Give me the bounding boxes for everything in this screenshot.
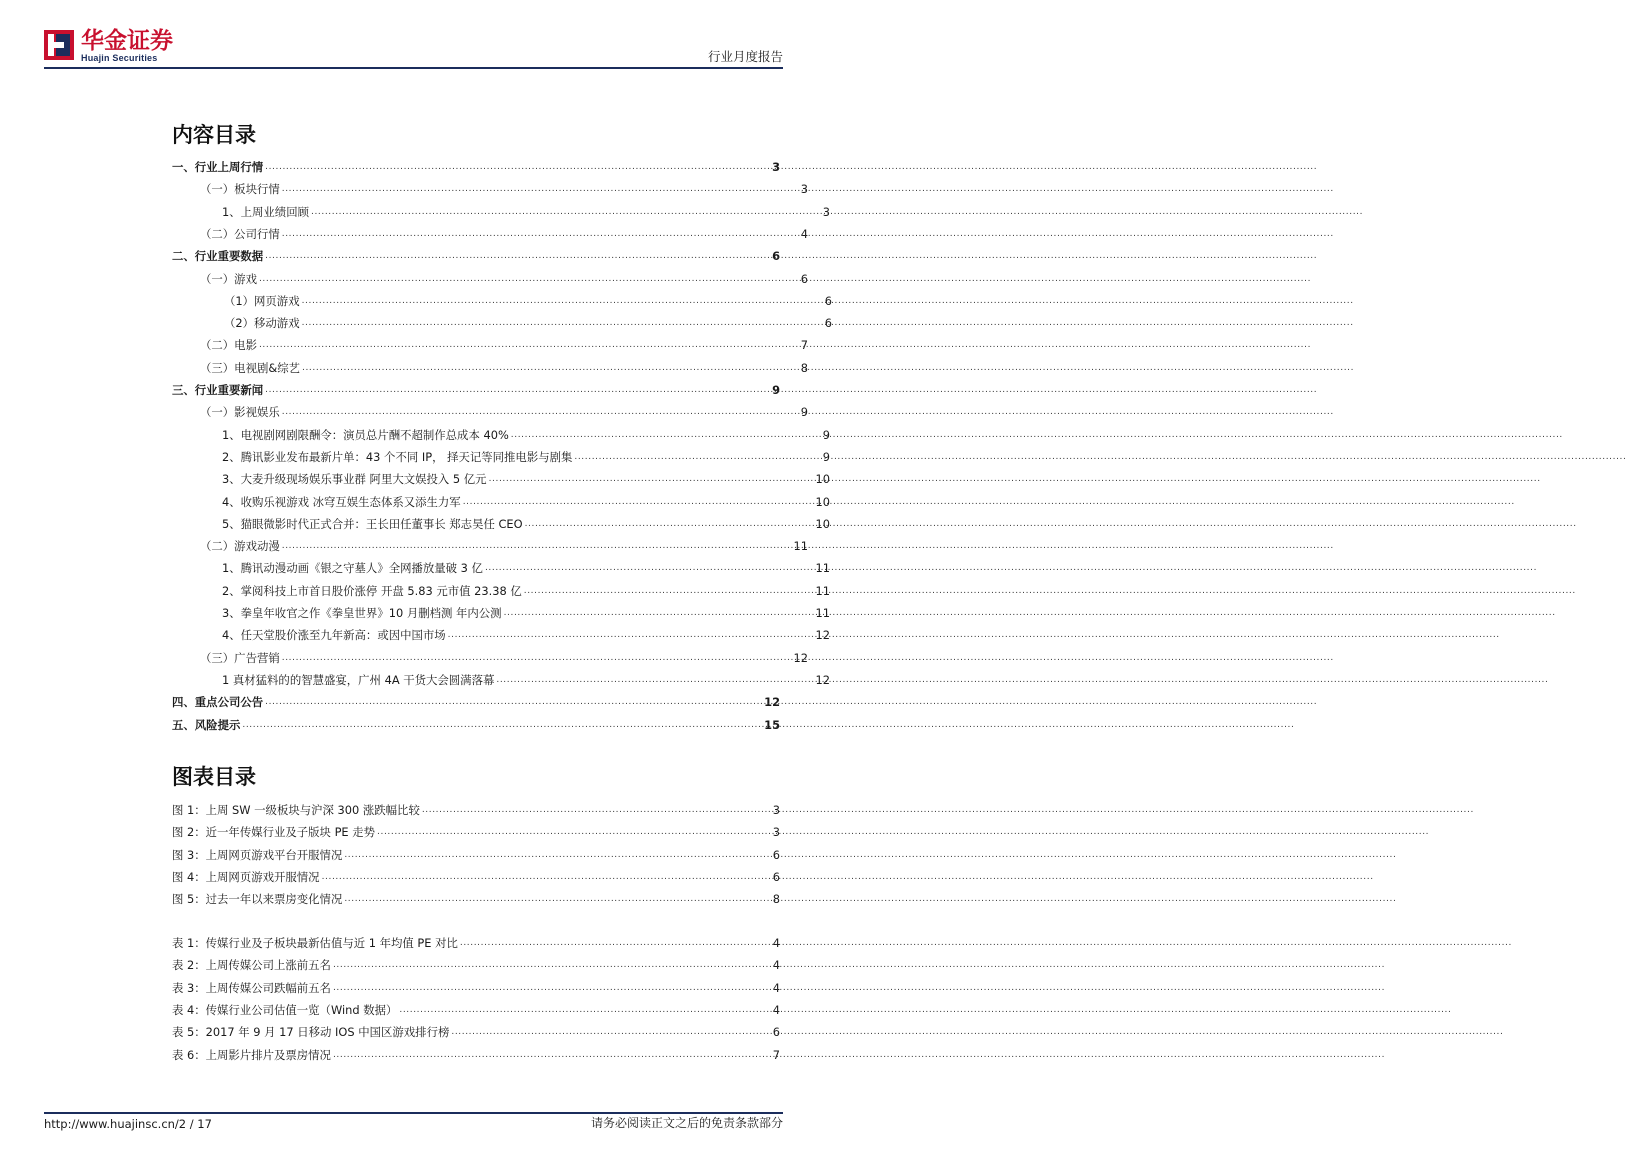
toc-entry-page-number: 11	[815, 606, 830, 620]
chart-entry-page-number: 6	[772, 869, 780, 884]
dot-leader	[259, 272, 799, 286]
toc-entry-page-number: 9	[822, 449, 830, 464]
dot-leader	[422, 803, 771, 817]
toc-entry-page-number: 9	[822, 427, 830, 442]
dot-leader	[265, 160, 770, 174]
toc-entry-page-number: 6	[800, 271, 808, 286]
dot-leader	[282, 182, 799, 196]
dot-leader	[311, 205, 821, 219]
toc-entry[interactable]	[172, 693, 780, 709]
toc-entry-label: （二）游戏动漫	[200, 539, 280, 554]
dot-leader	[282, 227, 799, 241]
toc-entry-page-number: 12	[793, 650, 808, 665]
toc-entry[interactable]	[172, 381, 780, 397]
toc-entry-label: （二）电影	[200, 338, 257, 353]
footer-disclaimer: 请务必阅读正文之后的免责条款部分	[590, 1116, 783, 1130]
toc-entry-label: （三）广告营销	[200, 650, 280, 665]
toc-entry-label: （二）公司行情	[200, 226, 280, 241]
table-entry-label: 表 6：上周影片排片及票房情况	[172, 1047, 331, 1062]
toc-entry-label: （一）游戏	[200, 271, 257, 286]
toc-entry-label: 4、收购乐视游戏 冰穹互娱生态体系又添生力军	[222, 494, 461, 509]
table-entry-page-number: 6	[772, 1025, 780, 1040]
chart-entry-label: 图 3：上周网页游戏平台开服情况	[172, 847, 343, 862]
dot-leader	[574, 450, 820, 464]
brand-name-en: Huajin Securities	[81, 53, 158, 63]
toc-entry-page-number: 15	[764, 717, 780, 732]
toc-entry-page-number: 10	[815, 494, 830, 509]
toc-entry-page-number: 3	[822, 204, 830, 219]
chart-entry[interactable]	[172, 890, 780, 906]
dot-leader	[265, 383, 770, 397]
chart-entry[interactable]	[172, 868, 780, 884]
table-entry-label: 表 5：2017 年 9 月 17 日移动 IOS 中国区游戏排行榜	[172, 1025, 450, 1040]
chart-entry-label: 图 4：上周网页游戏开服情况	[172, 869, 320, 884]
toc-entry[interactable]	[172, 314, 832, 330]
toc-entry[interactable]	[172, 270, 808, 286]
dot-leader	[265, 695, 762, 709]
dot-leader	[282, 539, 792, 553]
dot-leader	[302, 361, 799, 375]
chart-entry-label: 图 2：近一年传媒行业及子版块 PE 走势	[172, 825, 376, 840]
toc-entry-label: （三）电视剧&综艺	[200, 360, 301, 375]
dot-leader	[485, 561, 814, 575]
dot-leader	[511, 428, 821, 442]
toc-entry-label: 5、猫眼微影时代正式合并：王长田任董事长 郑志昊任 CEO	[222, 516, 523, 531]
toc-entry-page-number: 3	[800, 182, 808, 197]
dot-leader	[448, 628, 814, 642]
toc-entry-label: 1、电视剧网剧限酬令：演员总片酬不超制作总成本 40%	[222, 427, 509, 442]
huajin-logo-icon	[44, 30, 74, 60]
toc-entry-page-number: 6	[824, 316, 832, 331]
toc-entry-page-number: 9	[800, 405, 808, 420]
toc-entry-label: 1 真材猛料的的智慧盛宴，广州 4A 干货大会圆满落幕	[222, 672, 495, 687]
toc-entry[interactable]	[172, 225, 808, 241]
toc-entry-page-number: 9	[772, 383, 780, 397]
toc-entry-page-number: 11	[815, 583, 830, 598]
dot-leader	[282, 405, 799, 419]
table-entry-label: 表 2：上周传媒公司上涨前五名	[172, 958, 331, 973]
toc-entry[interactable]	[172, 203, 830, 219]
dot-leader	[496, 673, 813, 687]
toc-entry-page-number: 12	[815, 628, 830, 643]
table-entry-page-number: 4	[772, 958, 780, 973]
toc-entry-label: 1、腾讯动漫动画《银之守墓人》全网播放量破 3 亿	[222, 561, 483, 576]
toc-entry-page-number: 8	[800, 360, 808, 375]
table-entry[interactable]	[172, 934, 780, 950]
table-entry[interactable]	[172, 979, 780, 995]
toc-entry-page-number: 10	[815, 472, 830, 487]
dot-leader	[302, 316, 823, 330]
toc-entry-page-number: 6	[824, 293, 832, 308]
chart-entry-page-number: 6	[772, 847, 780, 862]
dot-leader	[451, 1025, 770, 1039]
report-type: 行业月度报告	[707, 49, 783, 64]
toc-entry-page-number: 7	[800, 338, 808, 353]
dot-leader	[282, 651, 792, 665]
toc-entry[interactable]	[172, 336, 808, 352]
toc-entry-label: 3、拳皇年收官之作《拳皇世界》10 月删档测 年内公测	[222, 606, 502, 620]
dot-leader	[242, 718, 762, 732]
chart-entry-label: 图 1：上周 SW 一级板块与沪深 300 涨跌幅比较	[172, 803, 420, 817]
toc-entry[interactable]	[172, 158, 780, 174]
toc-entry[interactable]	[172, 426, 830, 442]
chart-entry[interactable]	[172, 823, 780, 839]
page-header	[44, 28, 783, 68]
toc-entry-page-number: 11	[793, 539, 808, 554]
toc-entry-label: 2、腾讯影业发布最新片单：43 个不同 IP， 择天记等同推电影与剧集	[222, 449, 573, 464]
toc-entry[interactable]	[172, 582, 830, 598]
toc-entry-label: （1）网页游戏	[224, 293, 300, 308]
dot-leader	[399, 1003, 770, 1017]
toc-entry-label: 二、行业重要数据	[172, 249, 264, 264]
toc-entry-page-number: 12	[815, 672, 830, 687]
table-entry[interactable]	[172, 956, 780, 972]
chart-entry[interactable]	[172, 846, 780, 862]
toc-entry[interactable]	[172, 559, 830, 575]
toc-entry-label: 五、风险提示	[172, 717, 241, 732]
toc-entry[interactable]	[172, 180, 808, 196]
footer-url-page: http://www.huajinsc.cn/2 / 17	[44, 1117, 212, 1131]
toc-entry-label: 3、大麦升级现场娱乐事业群 阿里大文娱投入 5 亿元	[222, 472, 487, 487]
toc-entry[interactable]	[172, 649, 808, 665]
table-entry-label: 表 4：传媒行业公司估值一览（Wind 数据）	[172, 1002, 398, 1017]
dot-leader	[525, 517, 814, 531]
toc-entry-page-number: 4	[800, 226, 808, 241]
toc-title: 内容目录	[172, 123, 256, 147]
toc-entry-page-number: 10	[815, 516, 830, 531]
dot-leader	[460, 936, 771, 950]
chart-entry[interactable]	[172, 801, 780, 817]
toc-entry[interactable]	[172, 403, 808, 419]
toc-entry-label: 一、行业上周行情	[172, 160, 264, 174]
toc-entry-page-number: 3	[772, 160, 780, 174]
dot-leader	[524, 584, 814, 598]
table-entry-page-number: 4	[772, 1002, 780, 1017]
toc-entry[interactable]	[172, 359, 808, 375]
dot-leader	[322, 870, 771, 884]
dot-leader	[504, 606, 814, 620]
dot-leader	[265, 249, 770, 263]
dot-leader	[333, 1048, 771, 1062]
toc-entry[interactable]	[172, 626, 830, 642]
toc-entry-label: （一）影视娱乐	[200, 405, 280, 420]
dot-leader	[377, 825, 771, 839]
chart-entry-label: 图 5：过去一年以来票房变化情况	[172, 892, 343, 907]
dot-leader	[344, 848, 770, 862]
toc-entry-label: 三、行业重要新闻	[172, 383, 264, 397]
toc-entry[interactable]	[172, 671, 830, 687]
toc-entry-label: （一）板块行情	[200, 182, 280, 197]
dot-leader	[333, 981, 771, 995]
toc-entry-page-number: 6	[772, 249, 780, 264]
figures-title: 图表目录	[172, 765, 256, 789]
table-entry-label: 表 1：传媒行业及子板块最新估值与近 1 年均值 PE 对比	[172, 936, 458, 950]
dot-leader	[489, 472, 814, 486]
toc-entry[interactable]	[172, 448, 830, 464]
table-entry[interactable]	[172, 1046, 780, 1062]
toc-entry[interactable]	[172, 292, 832, 308]
toc-entry[interactable]	[172, 247, 780, 263]
table-entry-page-number: 4	[772, 936, 780, 950]
dot-leader	[333, 958, 771, 972]
toc-entry[interactable]	[172, 470, 830, 486]
toc-entry[interactable]	[172, 537, 808, 553]
table-entry-page-number: 7	[772, 1047, 780, 1062]
table-entry[interactable]	[172, 1001, 780, 1017]
dot-leader	[463, 495, 814, 509]
toc-entry-label: （2）移动游戏	[224, 316, 300, 331]
toc-entry-label: 四、重点公司公告	[172, 695, 264, 710]
brand-name-cn: 华金证券	[81, 28, 173, 54]
toc-entry-page-number: 12	[764, 695, 780, 710]
toc-entry[interactable]	[172, 515, 830, 531]
chart-entry-page-number: 8	[772, 892, 780, 907]
table-entry[interactable]	[172, 1023, 780, 1039]
chart-entry-page-number: 3	[772, 803, 780, 817]
table-entry-label: 表 3：上周传媒公司跌幅前五名	[172, 980, 331, 995]
toc-entry[interactable]	[172, 604, 830, 620]
toc-entry[interactable]	[172, 716, 780, 732]
dot-leader	[344, 892, 770, 906]
toc-entry-page-number: 11	[815, 561, 830, 576]
table-entry-page-number: 4	[772, 980, 780, 995]
toc-entry-label: 4、任天堂股价涨至九年新高：或因中国市场	[222, 628, 446, 643]
footer-divider	[44, 1112, 783, 1114]
toc-entry-label: 2、掌阅科技上市首日股价涨停 开盘 5.83 元市值 23.38 亿	[222, 583, 522, 598]
toc-entry[interactable]	[172, 493, 830, 509]
dot-leader	[259, 338, 799, 352]
toc-entry-label: 1、上周业绩回顾	[222, 204, 309, 219]
dot-leader	[302, 294, 823, 308]
header-divider	[44, 67, 783, 69]
chart-entry-page-number: 3	[772, 825, 780, 840]
